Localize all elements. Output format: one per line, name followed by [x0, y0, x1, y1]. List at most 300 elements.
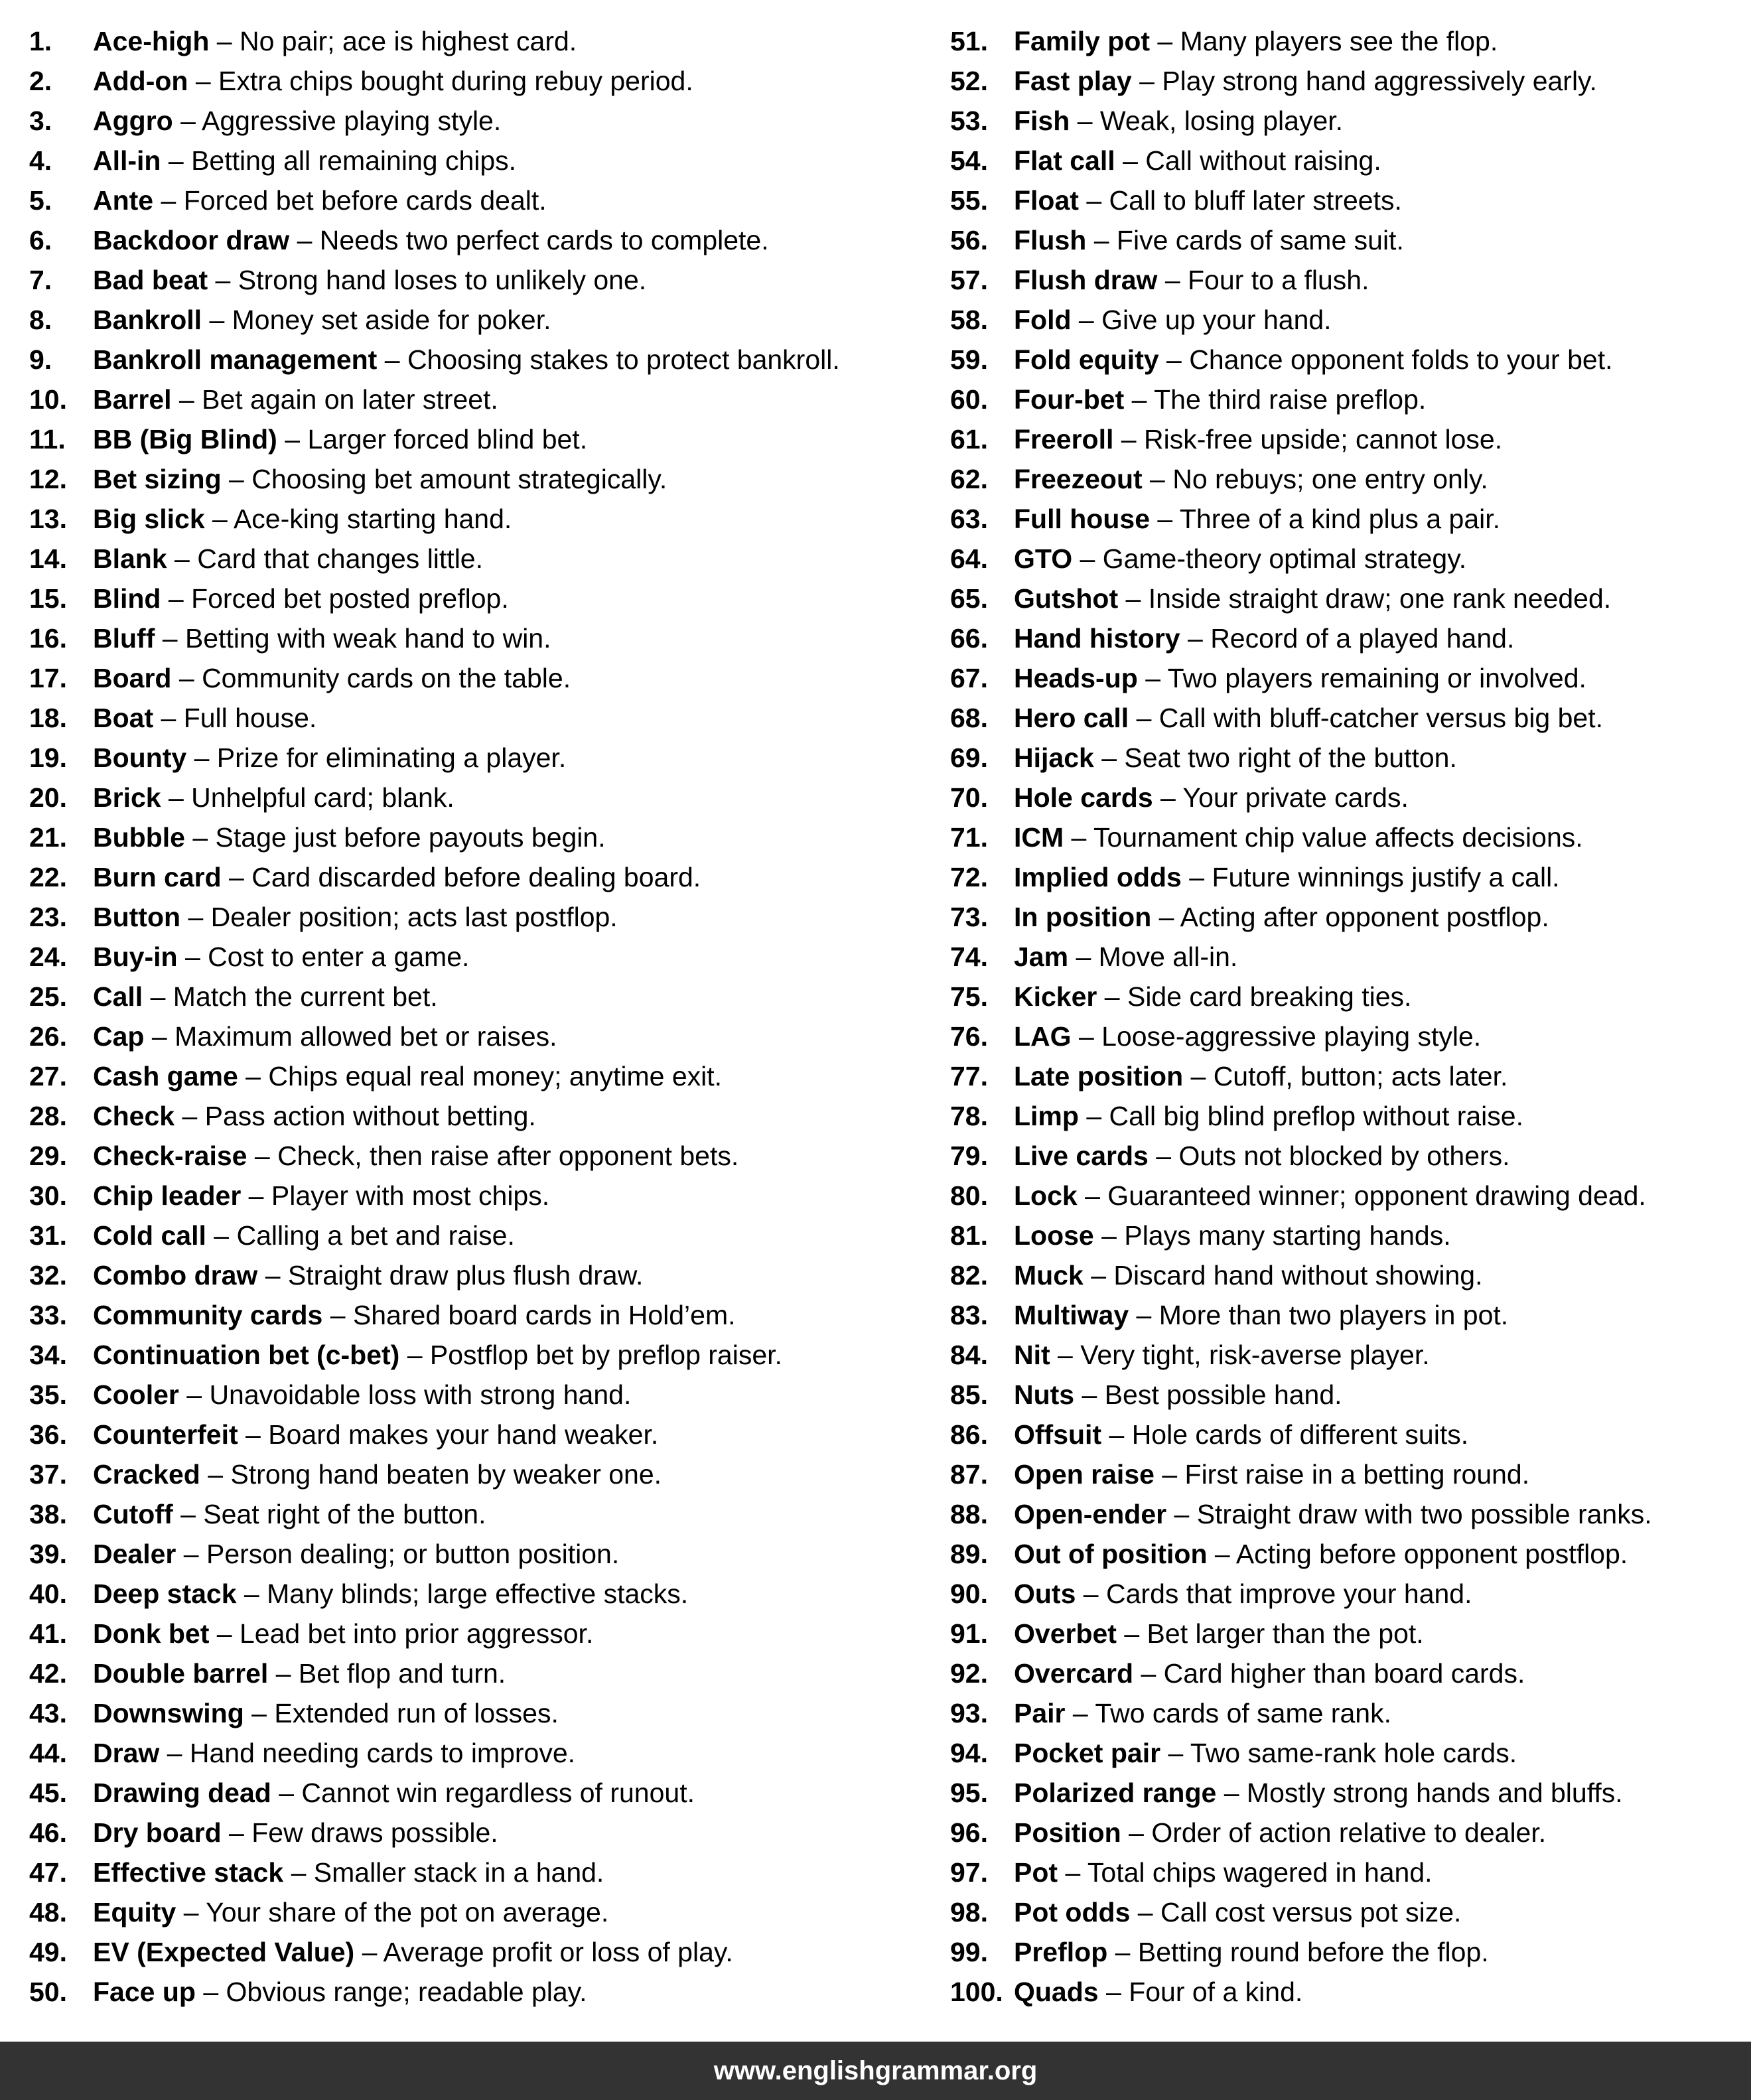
entry-number: 90. [950, 1578, 988, 1609]
entry-separator: – [161, 782, 192, 813]
entry-separator: – [221, 1817, 252, 1848]
entry-separator: – [1113, 424, 1144, 455]
entry-separator: – [277, 424, 308, 455]
glossary-entry [29, 1932, 912, 1972]
entry-text [1014, 1415, 1468, 1454]
entry-text [1014, 658, 1586, 698]
entry-term: Late position [1014, 1061, 1184, 1091]
glossary-entry [29, 1853, 912, 1892]
entry-definition: Smaller stack in a hand. [313, 1857, 604, 1888]
entry-number: 16. [29, 623, 67, 654]
glossary-entry [950, 778, 1746, 817]
entry-definition: Plays many starting hands. [1124, 1220, 1451, 1251]
entry-separator: – [1183, 1061, 1214, 1091]
entry-term: Gutshot [1014, 583, 1119, 614]
entry-term: Burn card [93, 862, 222, 892]
entry-text [1014, 1216, 1451, 1255]
entry-separator: – [1207, 1539, 1236, 1569]
entry-text [93, 459, 667, 499]
entry-term: Check-raise [93, 1141, 247, 1171]
entry-term: Jam [1014, 942, 1069, 972]
glossary-entry [29, 419, 912, 459]
entry-separator: – [176, 1897, 206, 1927]
entry-text [1014, 1773, 1623, 1813]
entry-definition: Loose-aggressive playing style. [1101, 1021, 1482, 1052]
entry-text [93, 1176, 549, 1216]
glossary-entry [29, 1693, 912, 1733]
entry-text [1014, 180, 1402, 220]
entry-term: Nit [1014, 1340, 1050, 1370]
entry-number: 74. [950, 942, 988, 972]
entry-number: 73. [950, 902, 988, 932]
glossary-entry [950, 977, 1746, 1016]
entry-number: 98. [950, 1897, 988, 1927]
glossary-entry [950, 1653, 1746, 1693]
entry-term: Fish [1014, 105, 1070, 136]
entry-text [93, 579, 509, 618]
glossary-entry [950, 1733, 1746, 1773]
entry-term: Bubble [93, 822, 185, 853]
glossary-entry [950, 937, 1746, 977]
entry-definition: Card higher than board cards. [1163, 1658, 1525, 1689]
entry-term: Add-on [93, 66, 188, 96]
entry-term: Overbet [1014, 1618, 1117, 1649]
glossary-entry [29, 857, 912, 897]
glossary-entry [29, 141, 912, 180]
entry-number: 1. [29, 26, 52, 56]
glossary-entry [950, 61, 1746, 101]
glossary-entry [950, 499, 1746, 539]
footer-url: www.englishgrammar.org [713, 2056, 1038, 2085]
entry-text [93, 1056, 722, 1096]
entry-term: Cutoff [93, 1499, 173, 1529]
entry-text [1014, 1056, 1507, 1096]
entry-definition: Calling a bet and raise. [236, 1220, 515, 1251]
entry-number: 79. [950, 1141, 988, 1171]
glossary-entry [29, 220, 912, 260]
entry-number: 99. [950, 1937, 988, 1967]
entry-number: 17. [29, 663, 67, 693]
entry-number: 23. [29, 902, 67, 932]
entry-text [1014, 300, 1332, 340]
entry-text [93, 1335, 782, 1375]
entry-term: Kicker [1014, 981, 1097, 1012]
entry-separator: – [322, 1300, 353, 1330]
entry-separator: – [208, 265, 238, 295]
entry-text [93, 499, 512, 539]
entry-separator: – [178, 1379, 210, 1410]
entry-text [93, 539, 483, 579]
entry-term: Bounty [93, 742, 187, 773]
entry-separator: – [238, 1061, 269, 1091]
glossary-entry [950, 21, 1746, 61]
entry-text [93, 21, 577, 61]
entry-text [1014, 1614, 1424, 1653]
entry-text [93, 380, 498, 419]
glossary-entry [950, 340, 1746, 380]
entry-term: Cracked [93, 1459, 200, 1490]
entry-number: 72. [950, 862, 988, 892]
entry-definition: Give up your hand. [1101, 305, 1332, 335]
entry-text [1014, 101, 1343, 141]
glossary-entry [29, 1056, 912, 1096]
entry-text [93, 1096, 536, 1136]
entry-number: 93. [950, 1698, 988, 1728]
entry-definition: Four of a kind. [1129, 1977, 1303, 2007]
entry-text [93, 220, 769, 260]
glossary-entry [29, 579, 912, 618]
entry-term: Hijack [1014, 742, 1094, 773]
entry-definition: Card discarded before dealing board. [251, 862, 701, 892]
entry-term: Blank [93, 543, 167, 574]
entry-definition: Straight draw with two possible ranks. [1196, 1499, 1652, 1529]
entry-text [1014, 778, 1409, 817]
entry-definition: Person dealing; or button position. [206, 1539, 620, 1569]
entry-text [1014, 1693, 1391, 1733]
entry-number: 85. [950, 1379, 988, 1410]
entry-separator: – [1133, 1658, 1164, 1689]
entry-term: Multiway [1014, 1300, 1129, 1330]
entry-term: Community cards [93, 1300, 323, 1330]
entry-definition: Three of a kind plus a pair. [1179, 504, 1501, 534]
entry-separator: – [1124, 384, 1155, 415]
glossary-entry [29, 738, 912, 778]
entry-term: BB (Big Blind) [93, 424, 277, 455]
entry-separator: – [399, 1340, 430, 1370]
entry-separator: – [1093, 742, 1125, 773]
entry-separator: – [1160, 1738, 1190, 1768]
glossary-entry [950, 817, 1746, 857]
entry-separator: – [1181, 862, 1212, 892]
entry-number: 42. [29, 1658, 67, 1689]
entry-separator: – [209, 26, 240, 56]
glossary-entry [29, 618, 912, 658]
entry-term: Check [93, 1101, 175, 1131]
entry-term: Double barrel [93, 1658, 269, 1689]
entry-term: Ace-high [93, 26, 210, 56]
glossary-entry [29, 778, 912, 817]
entry-text [1014, 340, 1612, 380]
glossary-entry [29, 977, 912, 1016]
entry-definition: Seat two right of the button. [1124, 742, 1457, 773]
entry-number: 66. [950, 623, 988, 654]
entry-term: Polarized range [1014, 1778, 1217, 1808]
entry-term: Cap [93, 1021, 145, 1052]
entry-text [93, 977, 438, 1016]
entry-term: Bet sizing [93, 464, 222, 494]
entry-definition: Full house. [183, 703, 317, 733]
entry-separator: – [247, 1141, 278, 1171]
glossary-entry [950, 1534, 1746, 1574]
entry-definition: Few draws possible. [251, 1817, 498, 1848]
entry-definition: Forced bet posted preflop. [191, 583, 509, 614]
entry-term: Boat [93, 703, 154, 733]
entry-term: Cold call [93, 1220, 206, 1251]
entry-text [93, 1653, 506, 1693]
entry-separator: – [1129, 1300, 1159, 1330]
entry-separator: – [1150, 504, 1180, 534]
glossary-entry [950, 1614, 1746, 1653]
glossary-entry [29, 1176, 912, 1216]
entry-separator: – [1121, 1817, 1152, 1848]
entry-number: 86. [950, 1419, 988, 1450]
entry-term: Bankroll management [93, 344, 378, 375]
entry-definition: Obvious range; readable play. [226, 1977, 587, 2007]
entry-definition: Betting all remaining chips. [191, 145, 517, 176]
glossary-entry [29, 897, 912, 937]
glossary-entry [950, 579, 1746, 618]
entry-text [93, 897, 618, 937]
entry-number: 30. [29, 1180, 67, 1211]
entry-term: Pot [1014, 1857, 1058, 1888]
entry-term: Hole cards [1014, 782, 1153, 813]
entry-term: Big slick [93, 504, 205, 534]
entry-separator: – [143, 981, 173, 1012]
entry-text [1014, 1176, 1646, 1216]
entry-definition: Play strong hand aggressively early. [1162, 66, 1597, 96]
entry-term: Family pot [1014, 26, 1151, 56]
entry-separator: – [1131, 66, 1162, 96]
entry-term: Muck [1014, 1260, 1084, 1291]
entry-definition: Record of a played hand. [1210, 623, 1515, 654]
entry-separator: – [180, 902, 211, 932]
entry-text [1014, 459, 1488, 499]
entry-term: Hand history [1014, 623, 1180, 654]
entry-text [1014, 1972, 1302, 2012]
entry-number: 97. [950, 1857, 988, 1888]
entry-definition: Larger forced blind bet. [307, 424, 588, 455]
entry-definition: Lead bet into prior aggressor. [240, 1618, 594, 1649]
entry-definition: Side card breaking ties. [1127, 981, 1412, 1012]
entry-number: 94. [950, 1738, 988, 1768]
entry-definition: Tournament chip value affects decisions. [1093, 822, 1583, 853]
entry-term: Lock [1014, 1180, 1078, 1211]
glossary-entry [29, 1454, 912, 1494]
entry-term: Cash game [93, 1061, 238, 1091]
entry-number: 33. [29, 1300, 67, 1330]
entry-definition: Extended run of losses. [274, 1698, 559, 1728]
entry-number: 50. [29, 1977, 67, 2007]
glossary-entry [29, 937, 912, 977]
entry-number: 31. [29, 1220, 67, 1251]
entry-separator: – [1064, 822, 1093, 853]
entry-number: 62. [950, 464, 988, 494]
entry-term: Pot odds [1014, 1897, 1131, 1927]
entry-term: Downswing [93, 1698, 244, 1728]
entry-text [1014, 141, 1381, 180]
entry-term: Board [93, 663, 172, 693]
glossary-entry [29, 1216, 912, 1255]
glossary-entry [29, 1773, 912, 1813]
entry-text [1014, 618, 1514, 658]
entry-term: Deep stack [93, 1578, 237, 1609]
entry-separator: – [257, 1260, 288, 1291]
glossary-entry [950, 1972, 1746, 2012]
glossary-entry [29, 698, 912, 738]
entry-text [1014, 937, 1237, 977]
entry-term: Outs [1014, 1578, 1076, 1609]
entry-number: 76. [950, 1021, 988, 1052]
glossary-entry [29, 300, 912, 340]
entry-separator: – [1150, 26, 1180, 56]
entry-number: 69. [950, 742, 988, 773]
glossary-entry [950, 1216, 1746, 1255]
entry-separator: – [173, 105, 202, 136]
entry-separator: – [289, 225, 320, 255]
entry-text [93, 1892, 608, 1932]
entry-text [93, 1255, 643, 1295]
entry-separator: – [173, 1499, 204, 1529]
entry-term: Effective stack [93, 1857, 284, 1888]
glossary-entry [950, 1932, 1746, 1972]
entry-text [1014, 220, 1404, 260]
entry-term: Flush draw [1014, 265, 1158, 295]
entry-text [93, 1454, 662, 1494]
glossary-entry [29, 817, 912, 857]
entry-separator: – [161, 145, 192, 176]
entry-separator: – [176, 1539, 206, 1569]
entry-text [93, 698, 316, 738]
entry-definition: Discard hand without showing. [1113, 1260, 1483, 1291]
glossary-entry [950, 1454, 1746, 1494]
entry-number: 47. [29, 1857, 67, 1888]
entry-number: 28. [29, 1101, 67, 1131]
entry-number: 89. [950, 1539, 988, 1569]
entry-number: 52. [950, 66, 988, 96]
entry-number: 75. [950, 981, 988, 1012]
entry-definition: Two players remaining or involved. [1167, 663, 1586, 693]
glossary-entry [29, 380, 912, 419]
glossary-entry [950, 738, 1746, 778]
entry-definition: Very tight, risk-averse player. [1080, 1340, 1430, 1370]
entry-term: Bluff [93, 623, 155, 654]
entry-text [1014, 1733, 1517, 1773]
entry-definition: Bet larger than the pot. [1147, 1618, 1424, 1649]
glossary-entry [950, 1295, 1746, 1335]
glossary-column-right [950, 21, 1746, 2012]
entry-number: 35. [29, 1379, 67, 1410]
glossary-entry [950, 220, 1746, 260]
entry-text [93, 1534, 619, 1574]
entry-text [1014, 1136, 1510, 1176]
entry-text [1014, 1255, 1483, 1295]
entry-definition: Strong hand beaten by weaker one. [230, 1459, 662, 1490]
entry-number: 11. [29, 424, 66, 455]
entry-text [1014, 1534, 1628, 1574]
entry-definition: Risk-free upside; cannot lose. [1143, 424, 1503, 455]
entry-term: Heads-up [1014, 663, 1138, 693]
entry-term: Draw [93, 1738, 160, 1768]
entry-separator: – [1180, 623, 1211, 654]
entry-separator: – [1083, 1260, 1114, 1291]
entry-definition: Seat right of the button. [203, 1499, 486, 1529]
entry-number: 6. [29, 225, 52, 255]
entry-separator: – [1074, 1379, 1105, 1410]
glossary-entry [29, 260, 912, 300]
entry-number: 61. [950, 424, 988, 455]
entry-definition: Call to bluff later streets. [1109, 185, 1402, 216]
entry-term: In position [1014, 902, 1152, 932]
entry-term: Combo draw [93, 1260, 258, 1291]
entry-separator: – [1216, 1778, 1247, 1808]
entry-number: 25. [29, 981, 67, 1012]
entry-term: Barrel [93, 384, 172, 415]
entry-separator: – [1078, 185, 1109, 216]
entry-text [1014, 1096, 1523, 1136]
entry-separator: – [184, 822, 216, 853]
entry-number: 77. [950, 1061, 988, 1091]
entry-term: Preflop [1014, 1937, 1108, 1967]
entry-definition: Acting after opponent postflop. [1180, 902, 1549, 932]
entry-term: Backdoor draw [93, 225, 290, 255]
entry-term: Fold [1014, 305, 1072, 335]
glossary-entry [950, 260, 1746, 300]
entry-term: Implied odds [1014, 862, 1182, 892]
entry-definition: Dealer position; acts last postflop. [210, 902, 618, 932]
entry-number: 78. [950, 1101, 988, 1131]
entry-text [93, 1853, 604, 1892]
glossary-entry [29, 1494, 912, 1534]
entry-number: 49. [29, 1937, 67, 1967]
entry-definition: Call cost versus pot size. [1160, 1897, 1462, 1927]
entry-separator: – [241, 1180, 271, 1211]
entry-definition: Extra chips bought during rebuy period. [218, 66, 693, 96]
entry-text [93, 778, 455, 817]
entry-separator: – [1068, 942, 1099, 972]
entry-term: Flush [1014, 225, 1087, 255]
entry-number: 96. [950, 1817, 988, 1848]
glossary-entry [29, 1733, 912, 1773]
entry-definition: Cutoff, button; acts later. [1213, 1061, 1508, 1091]
entry-text [93, 260, 646, 300]
entry-text [1014, 817, 1583, 857]
entry-text [1014, 21, 1498, 61]
glossary-entry [950, 1375, 1746, 1415]
glossary-entry [29, 1295, 912, 1335]
entry-separator: – [153, 185, 184, 216]
entry-definition: Pass action without betting. [204, 1101, 536, 1131]
glossary-entry [950, 1335, 1746, 1375]
entry-text [93, 419, 587, 459]
glossary-entry [29, 101, 912, 141]
glossary-entry [950, 1096, 1746, 1136]
entry-text [1014, 1574, 1472, 1614]
glossary-entry [29, 61, 912, 101]
entry-definition: Hole cards of different suits. [1131, 1419, 1469, 1450]
glossary-entry [950, 698, 1746, 738]
entry-separator: – [354, 1937, 384, 1967]
entry-number: 8. [29, 305, 52, 335]
entry-definition: Hand needing cards to improve. [189, 1738, 576, 1768]
entry-number: 83. [950, 1300, 988, 1330]
entry-text [93, 1136, 738, 1176]
entry-text [1014, 1335, 1430, 1375]
glossary-entry [950, 1813, 1746, 1853]
entry-text [1014, 1853, 1433, 1892]
entry-number: 54. [950, 145, 988, 176]
glossary-entry [29, 1415, 912, 1454]
entry-term: Fast play [1014, 66, 1132, 96]
entry-term: Ante [93, 185, 154, 216]
glossary-entry [29, 499, 912, 539]
entry-definition: Strong hand loses to unlikely one. [238, 265, 647, 295]
entry-definition: Your private cards. [1182, 782, 1409, 813]
glossary-entry [950, 1892, 1746, 1932]
entry-definition: Betting round before the flop. [1137, 1937, 1489, 1967]
glossary-entry [29, 340, 912, 380]
entry-number: 67. [950, 663, 988, 693]
glossary-entry [29, 658, 912, 698]
